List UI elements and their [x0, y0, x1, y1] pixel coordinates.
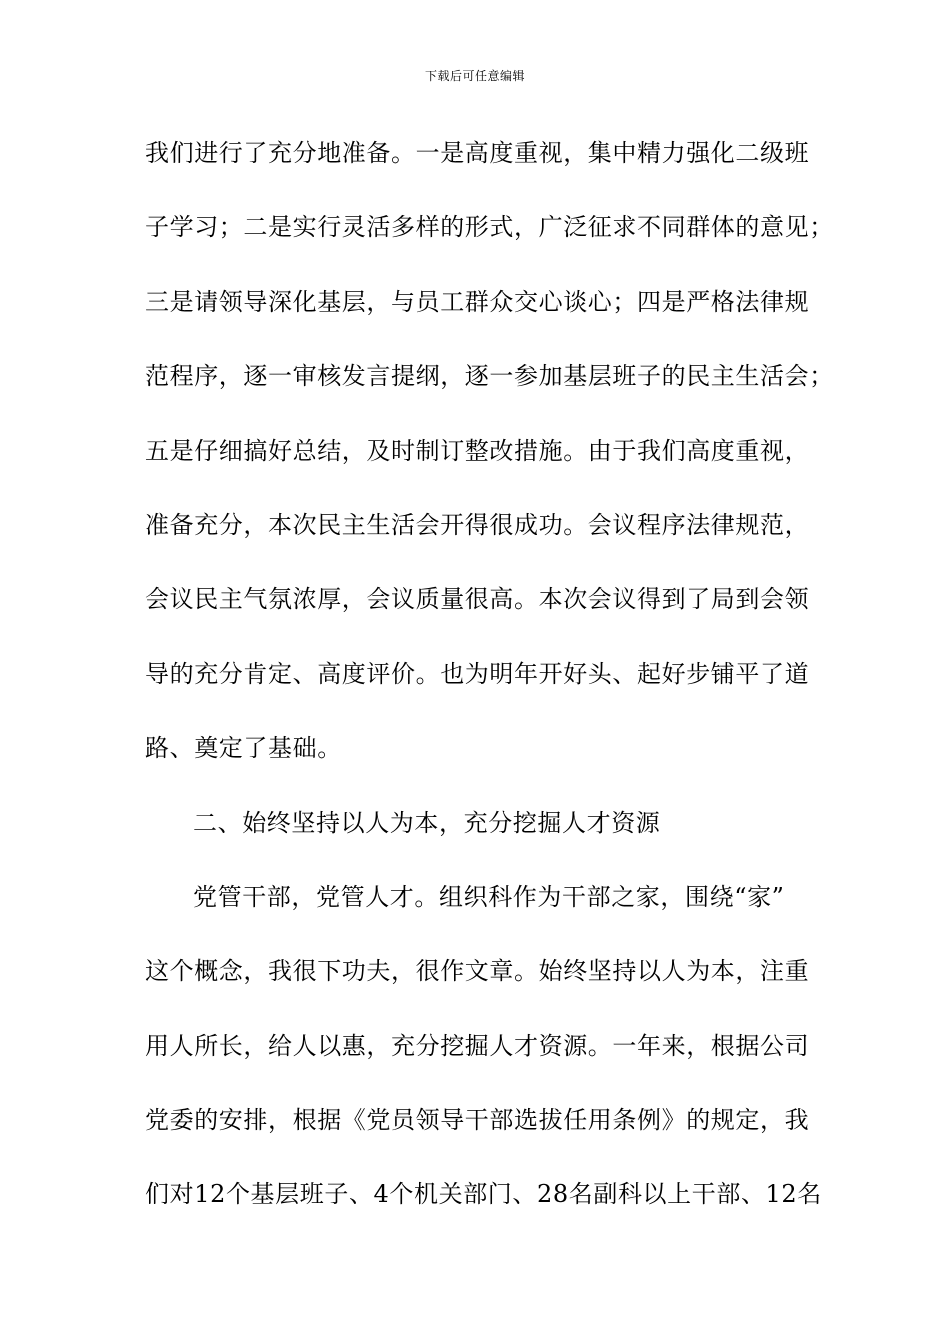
text-line: 这个概念，我很下功夫，很作文章。始终坚持以人为本，注重	[145, 957, 810, 986]
text-line: 准备充分，本次民主生活会开得很成功。会议程序法律规范，	[145, 510, 810, 539]
section-heading: 二、始终坚持以人为本，充分挖掘人才资源	[193, 808, 661, 837]
text-line: 子学习；二是实行灵活多样的形式，广泛征求不同群体的意见；	[145, 213, 834, 242]
paragraph-start-line: 党管干部，党管人才。组织科作为干部之家，围绕“家”	[193, 882, 785, 911]
text-line: 三是请领导深化基层，与员工群众交心谈心；四是严格法律规	[145, 287, 810, 316]
text-line: 路、奠定了基础。	[145, 734, 342, 763]
body-text	[145, 133, 834, 1249]
text-line: 们对12个基层班子、4个机关部门、28名副科以上干部、12名	[145, 1180, 822, 1209]
text-line: 导的充分肯定、高度评价。也为明年开好头、起好步铺平了道	[145, 659, 810, 688]
text-line: 五是仔细搞好总结，及时制订整改措施。由于我们高度重视，	[145, 436, 810, 465]
text-line: 用人所长，给人以惠，充分挖掘人才资源。一年来，根据公司	[145, 1031, 810, 1060]
text-line: 范程序，逐一审核发言提纲，逐一参加基层班子的民主生活会；	[145, 362, 834, 391]
text-line: 我们进行了充分地准备。一是高度重视，集中精力强化二级班	[145, 139, 810, 167]
page-header: 下载后可任意编辑	[424, 69, 525, 83]
text-line: 会议民主气氛浓厚，会议质量很高。本次会议得到了局到会领	[145, 585, 810, 614]
text-line: 党委的安排，根据《党员领导干部选拔任用条例》的规定，我	[145, 1106, 810, 1135]
